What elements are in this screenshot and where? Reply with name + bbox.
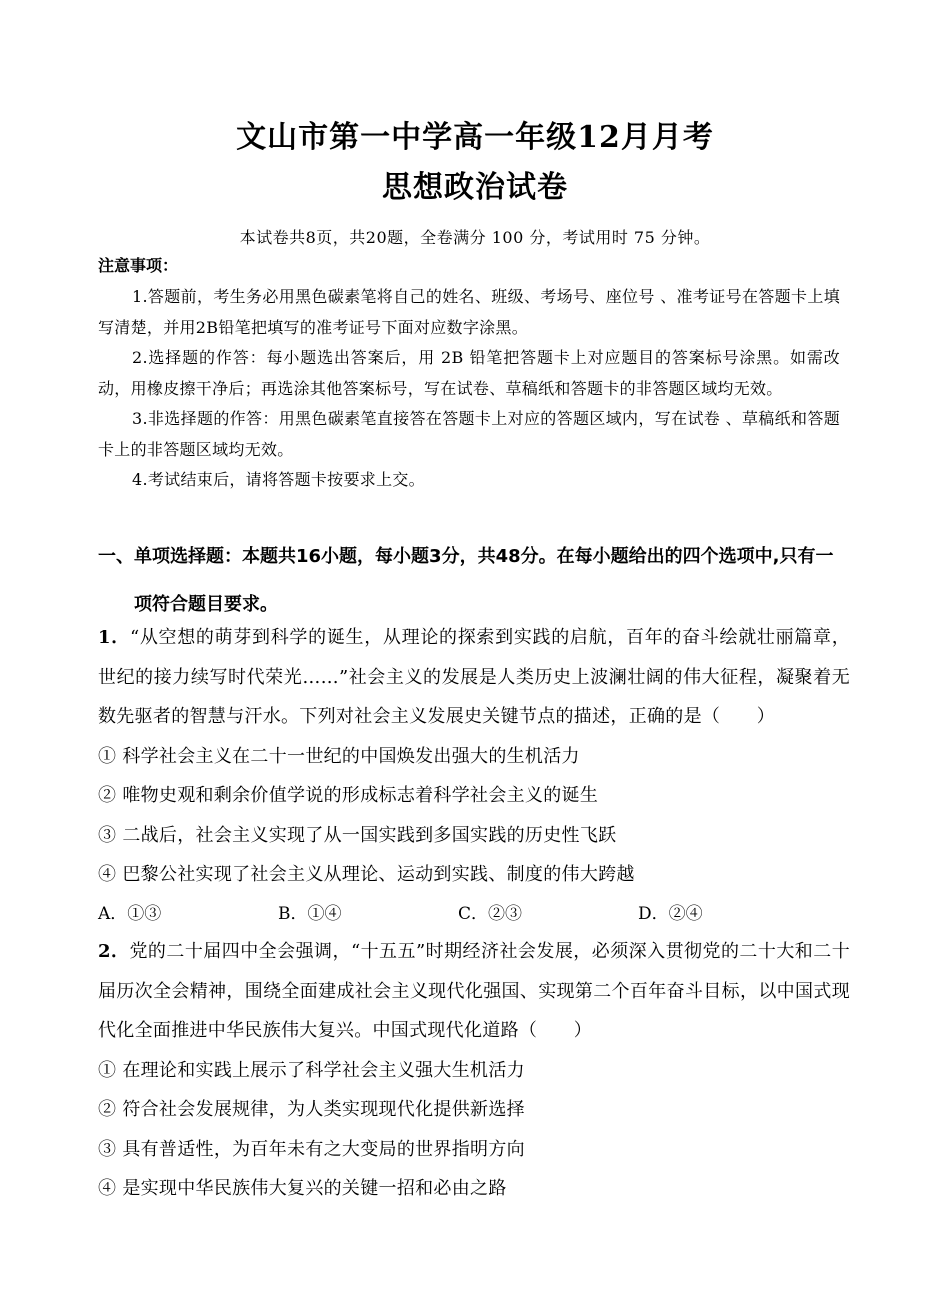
statement-item: ③ 具有普适性，为百年未有之大变局的世界指明方向 (98, 1138, 525, 1160)
statement-item: ① 在理论和实践上展示了科学社会主义强大生机活力 (98, 1059, 525, 1081)
question-text: 党的二十届四中全会强调，“十五五”时期经济社会发展，必须深入贯彻党的二十大和二十届历次全会精神，围绕全面建成社会主义现代化强国、实现第二个百年奋斗目标，以中国式现代化全面推进中华民族伟大复兴。中国式现代化道路（ ） (98, 941, 851, 1041)
question-number: 1． (98, 627, 130, 648)
notice-item: 2.选择题的作答：每小题选出答案后，用 2B 铅笔把答题卡上对应题目的答案标号涂黑。如需改动，用橡皮擦干净后；再选涂其他答案标号，写在试卷、草稿纸和答题卡的非答题区域均无效。 (98, 348, 840, 398)
exam-subtitle: 思想政治试卷 (382, 170, 568, 205)
question-number: 2． (98, 941, 130, 962)
notice-item: 4.考试结束后，请将答题卡按要求上交。 (132, 470, 425, 489)
statement-item: ② 符合社会发展规律，为人类实现现代化提供新选择 (98, 1099, 525, 1120)
statement-item: ② 唯物史观和剩余价值学说的形成标志着科学社会主义的诞生 (98, 785, 599, 806)
question-1 (98, 618, 850, 934)
notice-heading: 注意事项： (98, 256, 179, 275)
answer-options (98, 895, 850, 935)
option-c: C．②③ (458, 903, 523, 924)
notice-item: 1.答题前，考生务必用黑色碳素笔将自己的姓名、班级、考场号、座位号 、准考证号在答题卡上填写清楚，并用2B铅笔把填写的准考证号下面对应数字涂黑。 (98, 287, 840, 337)
exam-title: 文山市第一中学高一年级12月月考 (236, 120, 714, 155)
question-stem (98, 932, 850, 1051)
statement-item: ① 科学社会主义在二十一世纪的中国焕发出强大的生机活力 (98, 745, 580, 767)
statement-item: ④ 是实现中华民族伟大复兴的关键一招和必由之路 (98, 1178, 507, 1199)
statement-item: ③ 二战后，社会主义实现了从一国实践到多国实践的历史性飞跃 (98, 824, 617, 846)
section-heading (98, 533, 850, 629)
exam-intro: 本试卷共8页，共20题，全卷满分 100 分，考试用时 75 分钟。 (239, 228, 711, 247)
statement-item: ④ 巴黎公社实现了社会主义从理论、运动到实践、制度的伟大跨越 (98, 864, 635, 885)
question-2 (98, 932, 850, 1209)
notice-list (98, 282, 840, 496)
question-text: “从空想的萌芽到科学的诞生，从理论的探索到实践的启航，百年的奋斗绘就壮丽篇章，世纪的接力续写时代荣光……”社会主义的发展是人类历史上波澜壮阔的伟大征程，凝聚着无数先驱者的智慧与汗水。下列对社会主义发展史关键节点的描述，正确的是（ ） (98, 627, 851, 727)
section-heading-line1: 一、单项选择题：本题共16小题，每小题3分，共48分。在每小题给出的四个选项中,只有一 (98, 546, 834, 567)
option-b: B．①④ (278, 903, 342, 924)
option-a: A．①③ (98, 903, 162, 924)
notice-item: 3.非选择题的作答：用黑色碳素笔直接答在答题卡上对应的答题区域内，写在试卷 、草稿纸和答题卡上的非答题区域均无效。 (98, 409, 840, 459)
section-heading-line2: 项符合题目要求。 (134, 594, 278, 615)
option-d: D．②④ (638, 903, 703, 924)
question-stem (98, 618, 850, 737)
